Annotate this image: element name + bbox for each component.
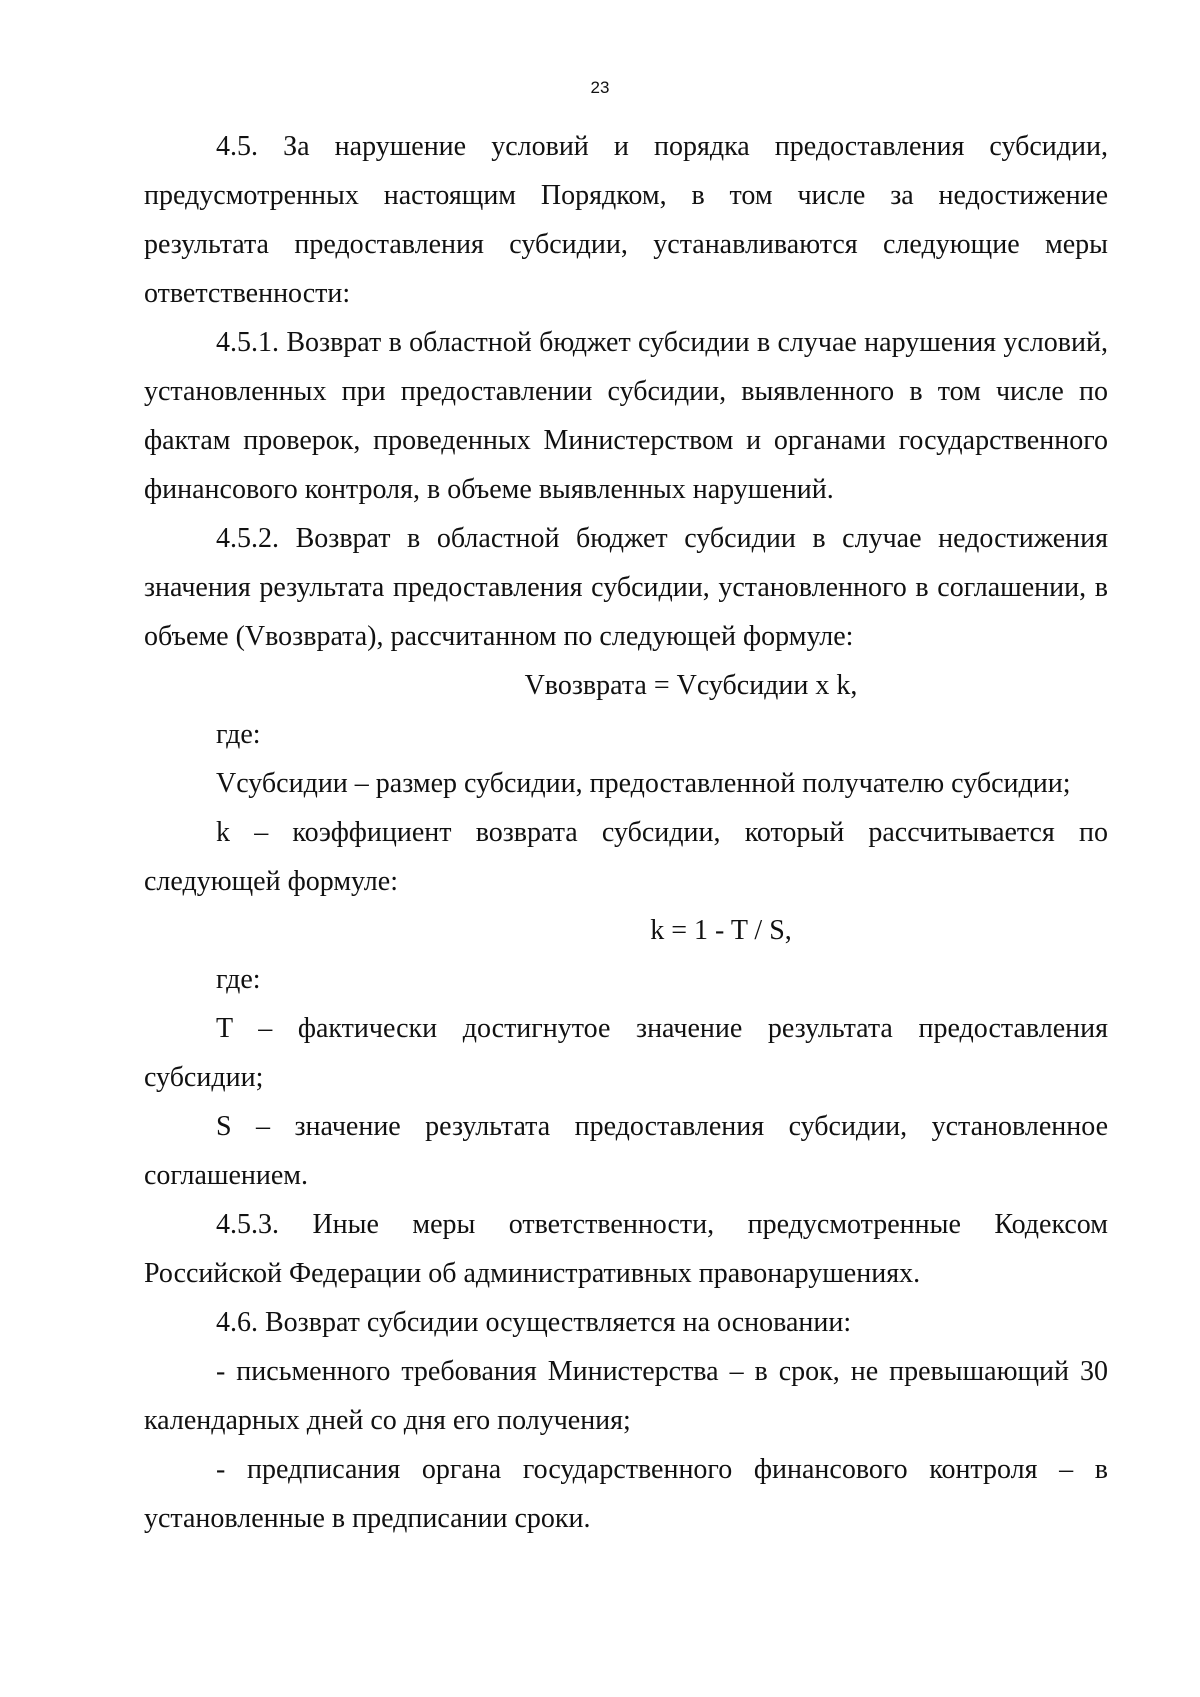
paragraph-4-5-2: 4.5.2. Возврат в областной бюджет субсидии в случае недостижения значения результата предоставления субсидии, установленного в соглашении, в объеме (Vвозврата), рассчитанном по следующей формуле: — [144, 523, 1108, 652]
list-item-written-demand: - письменного требования Министерства – в срок, не превышающий 30 календарных дней со дня его получения; — [144, 1356, 1108, 1436]
formula-v-return: Vвозврата = Vсубсидии x k, — [524, 670, 858, 701]
definition-k: k – коэффициент возврата субсидии, который рассчитывается по следующей формуле: — [144, 817, 1108, 897]
where-label-1: где: — [216, 719, 261, 750]
list-item-prescription: - предписания органа государственного финансового контроля – в установленные в предписании сроки. — [144, 1454, 1108, 1534]
document-body — [144, 122, 1108, 1543]
paragraph-4-5-1: 4.5.1. Возврат в областной бюджет субсидии в случае нарушения условий, установленных при предоставлении субсидии, выявленного в том числе по фактам проверок, проведенных Министерством и органами государственного финансового контроля, в объеме выявленных нарушений. — [144, 327, 1108, 505]
page-number: 23 — [590, 78, 610, 97]
paragraph-4-5-3: 4.5.3. Иные меры ответственности, предусмотренные Кодексом Российской Федерации об административных правонарушениях. — [144, 1209, 1108, 1289]
paragraph-4-5: 4.5. За нарушение условий и порядка предоставления субсидии, предусмотренных настоящим Порядком, в том числе за недостижение результата предоставления субсидии, устанавливаются следующие меры ответственности: — [144, 131, 1108, 309]
definition-v-subsidy: Vсубсидии – размер субсидии, предоставленной получателю субсидии; — [216, 768, 1071, 799]
definition-s: S – значение результата предоставления субсидии, установленное соглашением. — [144, 1111, 1108, 1191]
definition-t: T – фактически достигнутое значение результата предоставления субсидии; — [144, 1013, 1108, 1093]
where-label-2: где: — [216, 964, 261, 995]
formula-k: k = 1 - T / S, — [650, 915, 792, 946]
paragraph-4-6: 4.6. Возврат субсидии осуществляется на основании: — [216, 1307, 852, 1338]
